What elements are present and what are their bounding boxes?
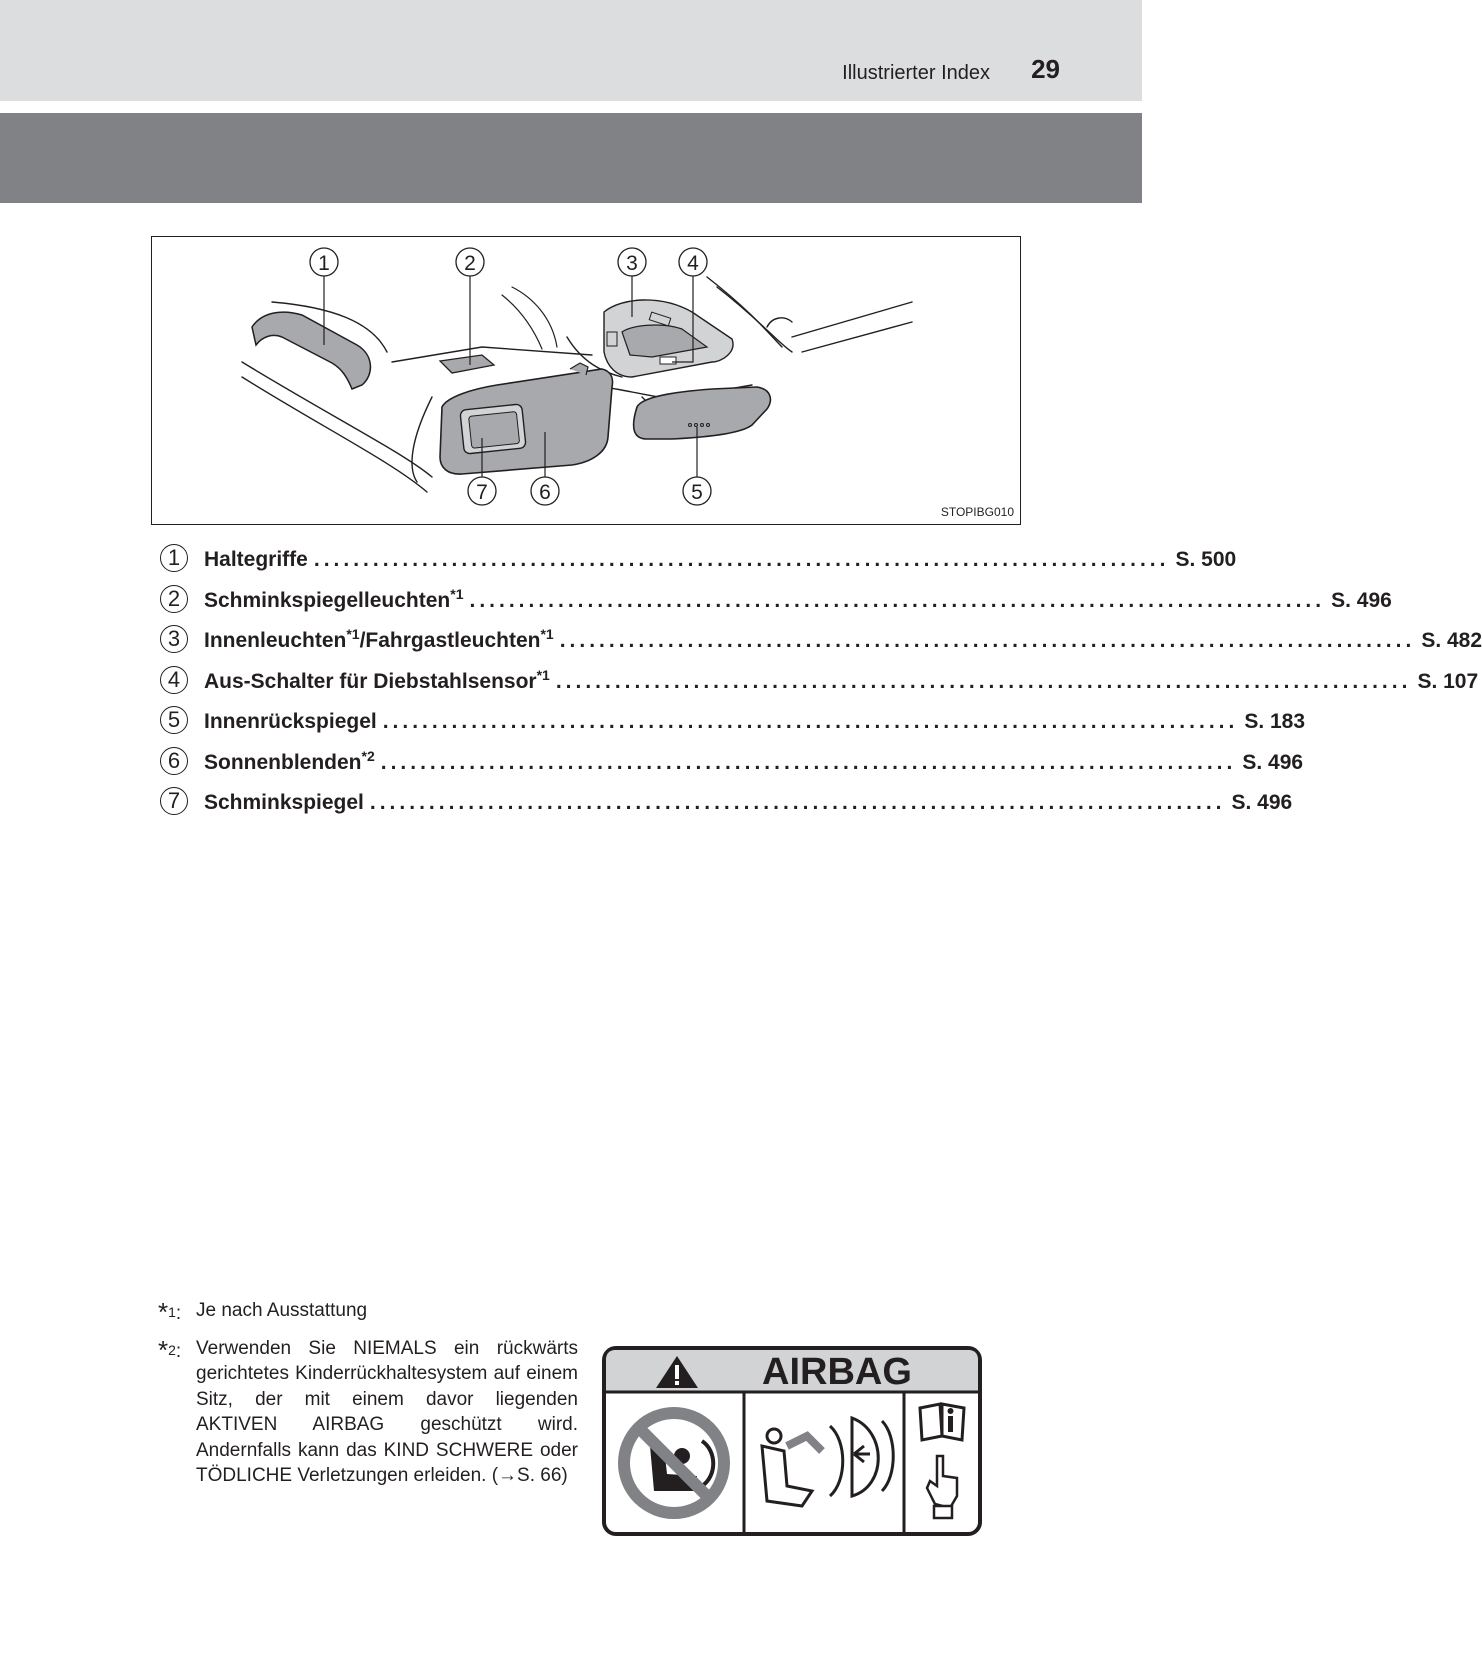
item-label: Schminkspiegel	[204, 791, 364, 815]
index-item	[160, 540, 1237, 581]
footnote-ref: *1	[346, 626, 360, 643]
leader-dots: .......................................................................................	[382, 710, 1239, 734]
index-item	[160, 702, 1306, 743]
leader-dots: .......................................................................................	[559, 629, 1416, 653]
leader-dots: .......................................................................................	[469, 588, 1326, 612]
index-item	[160, 743, 1304, 784]
footnote-text: Verwenden Sie NIEMALS ein rückwärts gerichtetes Kinderrückhaltesystem auf einem Sitz, der mit einem davor liegenden AKTIVEN AIRBAG geschützt wird. Andernfalls kann das KIND SCHWERE oder TÖDLICHE Verletzungen erleiden. (→S. 66)	[196, 1337, 578, 1486]
item-label: Aus-Schalter für Diebstahlsensor$^{*1}$	[204, 666, 550, 693]
assist-grip-shape	[252, 312, 370, 389]
footnote-ref: *2	[361, 747, 375, 764]
interior-illustration	[151, 236, 1021, 525]
footnote-ref: *1	[540, 626, 554, 643]
page-number: 29	[1031, 54, 1060, 84]
callout-3: 3	[626, 252, 638, 275]
callout-4: 4	[687, 252, 699, 275]
page-reference[interactable]: S. 183	[1244, 710, 1306, 734]
footnote-ref: *1	[536, 666, 550, 683]
page-reference[interactable]: S. 500	[1175, 548, 1237, 572]
page-reference[interactable]: S. 496	[1242, 750, 1304, 774]
callout-1: 1	[318, 252, 330, 275]
footnote-marker: *1:	[158, 1297, 182, 1327]
rear-view-mirror-shape	[634, 387, 771, 439]
item-number: 7	[160, 787, 188, 815]
item-label: Schminkspiegelleuchten$^{*1}$	[204, 585, 464, 612]
item-number: 3	[160, 625, 188, 653]
page-reference[interactable]: S. 107	[1417, 669, 1479, 693]
index-item	[160, 662, 1479, 703]
leader-dots: .......................................................................................	[313, 548, 1170, 572]
callout-5: 5	[691, 481, 703, 504]
read-manual-icon	[920, 1404, 964, 1440]
footnote	[158, 1336, 578, 1489]
footnote	[158, 1298, 578, 1328]
index-item	[160, 581, 1392, 622]
leader-dots: .......................................................................................	[380, 750, 1237, 774]
item-label: Haltegriffe	[204, 548, 308, 572]
figure-code: STOPIBG010	[940, 505, 1014, 519]
item-number: 4	[160, 666, 188, 694]
airbag-title: AIRBAG	[762, 1351, 912, 1393]
page-header	[0, 0, 1142, 103]
footnote-ref: *1	[450, 585, 464, 602]
airbag-warning-label	[602, 1346, 982, 1536]
footnote-text: Je nach Ausstattung	[196, 1300, 368, 1321]
item-label: Innenrückspiegel	[204, 710, 377, 734]
item-label: Innenleuchten$^{*1}$/Fahrgastleuchten$^{*1}$	[204, 626, 554, 653]
roof-interior-drawing	[152, 237, 1020, 524]
footnotes	[158, 1298, 578, 1497]
header-band	[0, 113, 1142, 203]
page-reference[interactable]: S. 496	[1331, 588, 1392, 612]
item-number: 2	[160, 585, 188, 613]
footnote-marker: *2:	[158, 1334, 182, 1365]
leader-dots: .......................................................................................	[555, 669, 1412, 693]
page-reference[interactable]: S. 496	[1231, 791, 1293, 815]
leader-dots: .......................................................................................	[369, 791, 1226, 815]
index-item	[160, 783, 1293, 824]
index-list	[160, 540, 1482, 824]
index-item	[160, 621, 1482, 662]
page-reference[interactable]: S. 482	[1421, 629, 1482, 653]
item-number: 5	[160, 706, 188, 734]
callout-2: 2	[464, 252, 476, 275]
item-number: 6	[160, 747, 188, 775]
section-title: Illustrierter Index	[842, 62, 990, 84]
item-number: 1	[160, 544, 188, 572]
callout-7: 7	[476, 481, 488, 504]
item-label: Sonnenblenden$^{*2}$	[204, 747, 375, 774]
callout-6: 6	[539, 481, 551, 504]
vanity-light-shape	[440, 355, 494, 373]
